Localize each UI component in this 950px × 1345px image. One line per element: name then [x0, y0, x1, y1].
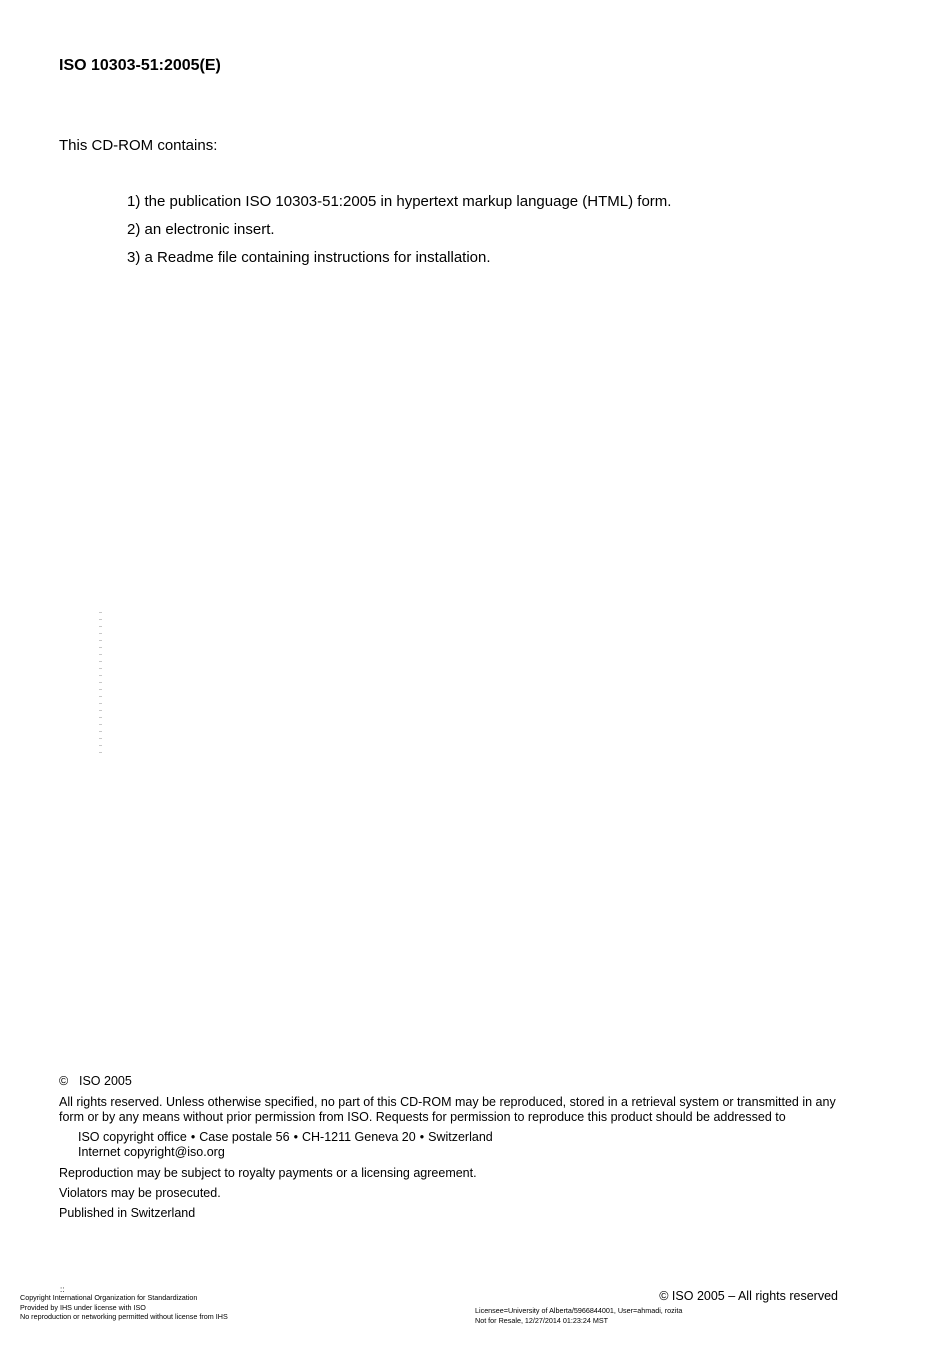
- address-internet: Internet copyright@iso.org: [78, 1145, 225, 1159]
- address-line: [78, 1130, 849, 1145]
- footer-rights-reserved: © ISO 2005 – All rights reserved: [659, 1289, 838, 1303]
- contents-item-readme: 3) a Readme file containing instructions for installation.: [127, 249, 491, 266]
- footer-licensee-line: Licensee=University of Alberta/5966844001, User=ahmadi, rozita: [475, 1306, 683, 1315]
- address-city: CH-1211 Geneva 20: [301, 1130, 416, 1144]
- contents-list: [127, 193, 671, 277]
- contents-item-insert: 2) an electronic insert.: [127, 221, 275, 238]
- copyright-office-address: [59, 1130, 849, 1160]
- copyright-symbol: ©: [59, 1074, 69, 1088]
- contents-item-html: 1) the publication ISO 10303-51:2005 in hypertext markup language (HTML) form.: [127, 193, 672, 210]
- footer-ihs-line: No reproduction or networking permitted without license from IHS: [20, 1312, 228, 1321]
- violators-note: Violators may be prosecuted.: [59, 1186, 221, 1200]
- footer-licensee-line: Not for Resale, 12/27/2014 01:23:24 MST: [475, 1315, 609, 1325]
- footer-dot-mark: ::: [60, 1285, 65, 1294]
- margin-watermark-mark: [99, 612, 102, 756]
- bullet-separator: •: [293, 1130, 298, 1144]
- address-postal: Case postale 56: [199, 1130, 290, 1144]
- copyright-heading: [59, 1074, 849, 1089]
- footer-ihs-notice: [20, 1287, 228, 1322]
- published-note: Published in Switzerland: [59, 1206, 196, 1220]
- bullet-separator: •: [419, 1130, 425, 1144]
- bullet-separator: •: [190, 1130, 196, 1144]
- footer-ihs-line: Copyright International Organization for Standardization: [20, 1293, 198, 1302]
- royalty-note: Reproduction may be subject to royalty payments or a licensing agreement.: [59, 1166, 477, 1180]
- address-country: Switzerland: [428, 1130, 493, 1144]
- document-id: ISO 10303-51:2005(E): [59, 57, 221, 74]
- copyright-year: ISO 2005: [79, 1074, 132, 1088]
- rights-statement: All rights reserved. Unless otherwise specified, no part of this CD-ROM may be reproduced, stored in a retrieval system or transmitted in any form or by any means without prior permission from ISO. Requests for permission to reproduce this product should be addressed to: [59, 1095, 836, 1124]
- copyright-block: [59, 1074, 849, 1226]
- footer-ihs-line: Provided by IHS under license with ISO: [20, 1302, 146, 1312]
- contents-intro: This CD-ROM contains:: [59, 137, 218, 154]
- footer-licensee-notice: [475, 1306, 682, 1325]
- address-office: ISO copyright office: [78, 1130, 187, 1144]
